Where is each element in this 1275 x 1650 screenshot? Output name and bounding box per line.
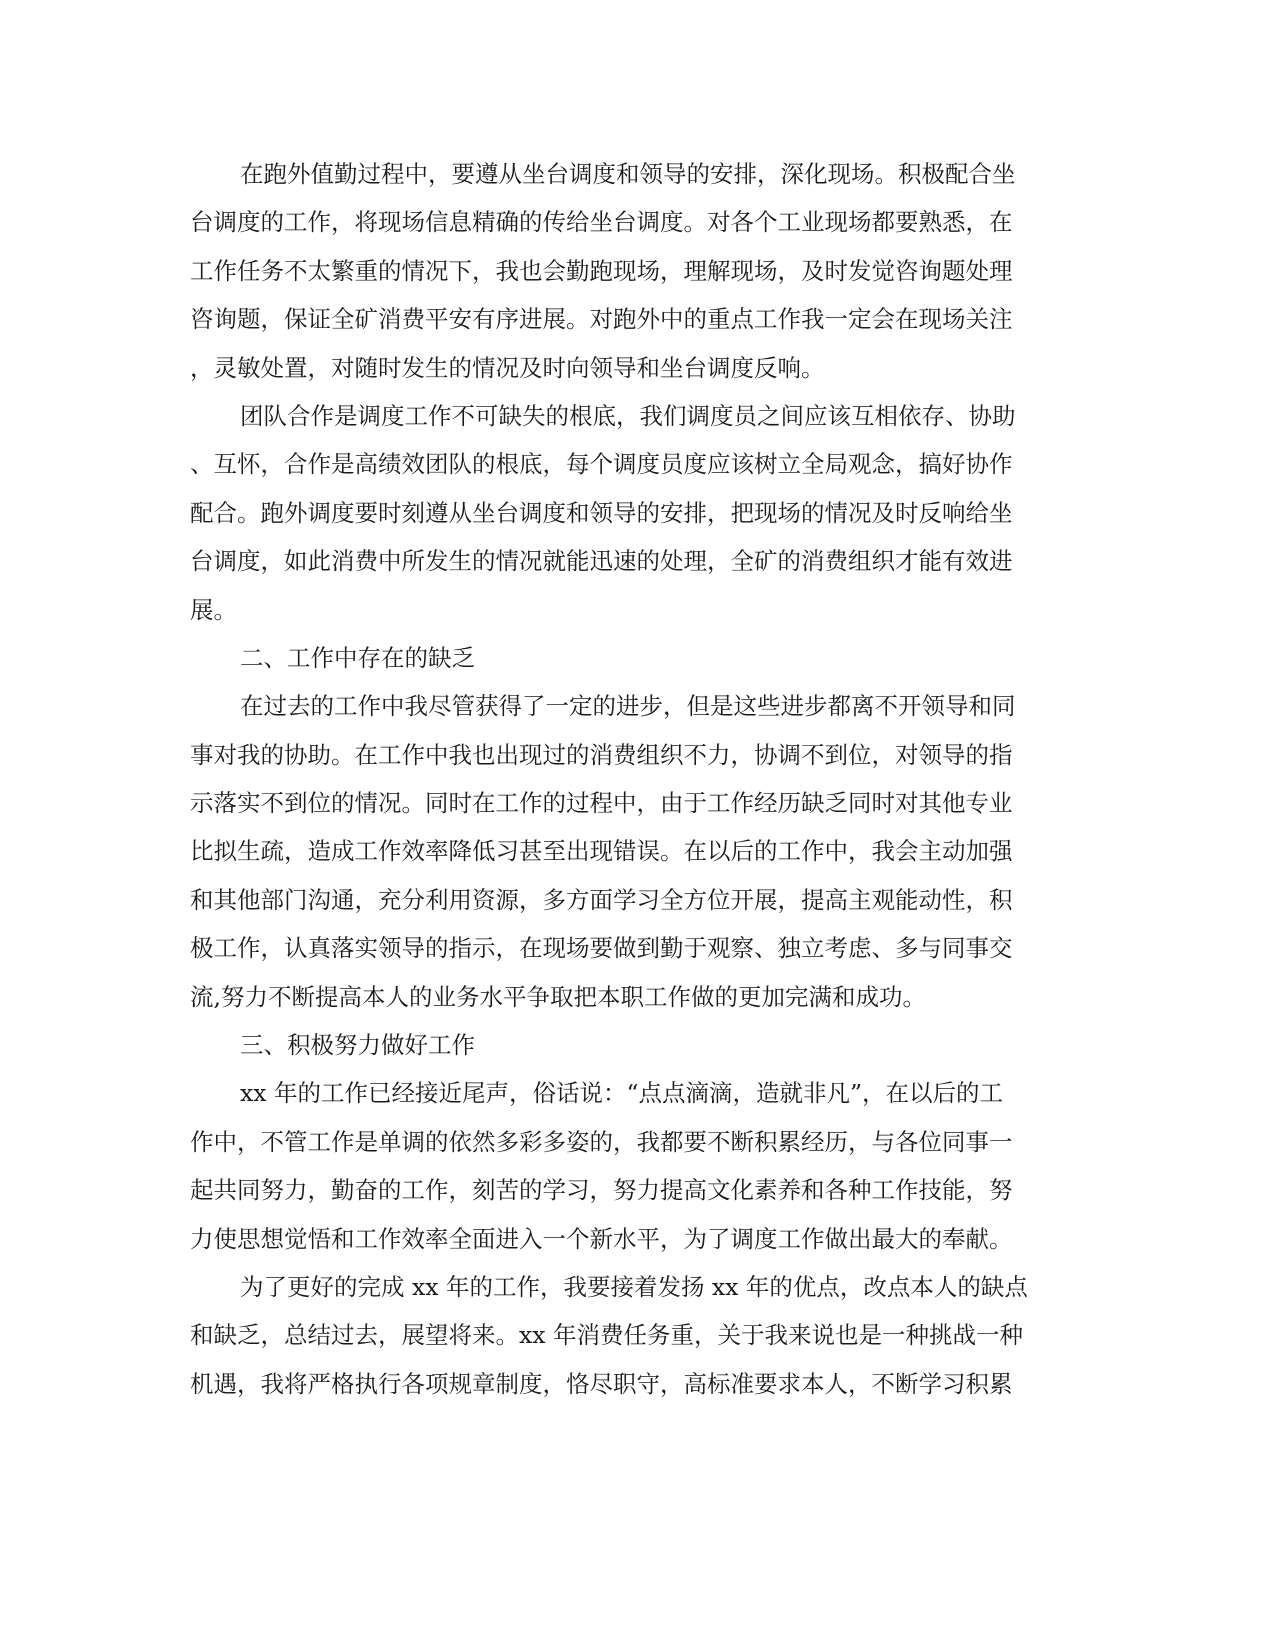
section-heading-work-hard (190, 1021, 1070, 1069)
text-line: 力使思想觉悟和工作效率全面进入一个新水平，为了调度工作做出最大的奉献。 (190, 1224, 1013, 1253)
text-line: 比拟生疏，造成工作效率降低习甚至出现错误。在以后的工作中，我会主动加强 (190, 837, 1013, 866)
paragraph-field-duty (190, 150, 1070, 392)
text-line: 工作任务不太繁重的情况下，我也会勤跑现场，理解现场，及时发觉咨询题处理 (190, 256, 1013, 285)
text-line: 和其他部门沟通，充分利用资源，多方面学习全方位开展，提高主观能动性，积 (190, 885, 1013, 914)
document-body (190, 150, 1070, 1408)
paragraph-next-year (190, 1263, 1070, 1408)
paragraph-shortcomings (190, 682, 1070, 1021)
text-line: 示落实不到位的情况。同时在工作的过程中，由于工作经历缺乏同时对其他专业 (190, 789, 1013, 818)
text-line: 配合。跑外调度要时刻遵从坐台调度和领导的安排，把现场的情况及时反响给坐 (190, 498, 1013, 527)
text-line: 咨询题，保证全矿消费平安有序进展。对跑外中的重点工作我一定会在现场关注 (190, 305, 1013, 334)
text-line: ，灵敏处置，对随时发生的情况及时向领导和坐台调度反响。 (190, 353, 825, 382)
paragraph-teamwork (190, 392, 1070, 634)
text-line: 为了更好的完成 xx 年的工作，我要接着发扬 xx 年的优点，改点本人的缺点 (240, 1272, 1028, 1301)
text-line: xx 年的工作已经接近尾声，俗话说：“点点滴滴，造就非凡”，在以后的工 (240, 1079, 1004, 1108)
text-line: 作中，不管工作是单调的依然多彩多姿的，我都要不断积累经历，与各位同事一 (190, 1127, 1013, 1156)
text-line: 机遇，我将严格执行各项规章制度，恪尽职守，高标准要求本人，不断学习积累 (190, 1369, 1013, 1398)
text-line: 、互怀，合作是高绩效团队的根底，每个调度员度应该树立全局观念，搞好协作 (190, 450, 1013, 479)
text-line: 流,努力不断提高本人的业务水平争取把本职工作做的更加完满和成功。 (190, 982, 926, 1011)
text-line: 展。 (190, 595, 237, 624)
text-line: 团队合作是调度工作不可缺失的根底，我们调度员之间应该互相依存、协助 (240, 401, 1016, 430)
text-line: 和缺乏，总结过去，展望将来。xx 年消费任务重，关于我来说也是一种挑战一种 (190, 1321, 1023, 1350)
text-line: 极工作，认真落实领导的指示，在现场要做到勤于观察、独立考虑、多与同事交 (190, 934, 1013, 963)
heading-text: 二、工作中存在的缺乏 (240, 643, 475, 672)
text-line: 台调度，如此消费中所发生的情况就能迅速的处理，全矿的消费组织才能有效进 (190, 547, 1013, 576)
text-line: 台调度的工作，将现场信息精确的传给坐台调度。对各个工业现场都要熟悉，在 (190, 208, 1013, 237)
section-heading-shortcomings (190, 634, 1070, 682)
heading-text: 三、积极努力做好工作 (240, 1031, 475, 1060)
text-line: 在跑外值勤过程中，要遵从坐台调度和领导的安排，深化现场。积极配合坐 (240, 160, 1016, 188)
text-line: 在过去的工作中我尽管获得了一定的进步，但是这些进步都离不开领导和同 (240, 692, 1016, 721)
paragraph-year-end (190, 1069, 1070, 1263)
text-line: 起共同努力，勤奋的工作，刻苦的学习，努力提高文化素养和各种工作技能，努 (190, 1176, 1013, 1205)
text-line: 事对我的协助。在工作中我也出现过的消费组织不力，协调不到位，对领导的指 (190, 740, 1013, 769)
